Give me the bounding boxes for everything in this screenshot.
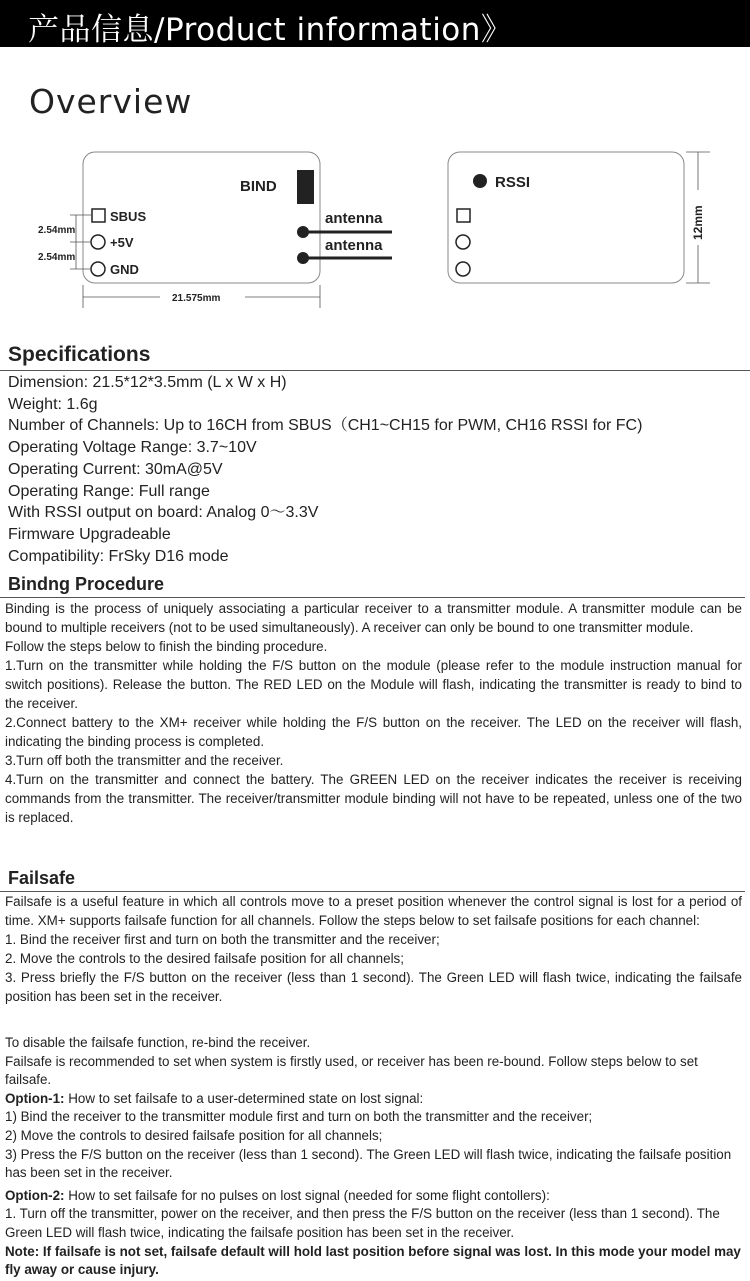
- specifications-rule: [0, 370, 750, 371]
- rssi-pad: [473, 174, 487, 188]
- spec-item: With RSSI output on board: Analog 0～3.3V: [8, 504, 319, 522]
- binding-step: 3.Turn off both the transmitter and the receiver.: [5, 753, 284, 768]
- option1-step: 3) Press the F/S button on the receiver (less than 1 second). The Green LED will flash twice, indicating the failsafe position has been set in the receiver.: [5, 1146, 732, 1181]
- spec-item: Operating Current: 30mA@5V: [8, 460, 223, 478]
- binding-rule: [0, 597, 745, 598]
- failsafe-disable-note: To disable the failsafe function, re-bind the receiver.: [5, 1035, 311, 1050]
- specifications-title: Specifications: [8, 343, 151, 366]
- binding-step: 2.Connect battery to the XM+ receiver while holding the F/S button on the receiver. The LED on the receiver will flash, indicating the binding process is completed.: [5, 715, 742, 749]
- failsafe-body: [5, 892, 742, 1006]
- pitch-label-2: 2.54mm: [38, 252, 76, 263]
- header-bar: [0, 0, 750, 47]
- pin-label-5v: +5V: [110, 235, 134, 250]
- failsafe-step: 3. Press briefly the F/S button on the receiver (less than 1 second). The Green LED will flash twice, indicating the failsafe position has been set in the receiver.: [5, 970, 742, 1004]
- option2-heading: [5, 1187, 742, 1206]
- option1-label: Option-1:: [5, 1090, 65, 1106]
- spec-item: Weight: 1.6g: [8, 395, 98, 413]
- antenna-label-1: antenna: [325, 210, 383, 227]
- gnd-pad: [91, 262, 105, 276]
- antenna-label-2: antenna: [325, 237, 383, 254]
- rssi-label: RSSI: [495, 174, 531, 191]
- failsafe-title: Failsafe: [8, 868, 76, 888]
- option1-step: 2) Move the controls to desired failsafe position for all channels;: [5, 1127, 383, 1143]
- vcc-pad: [91, 235, 105, 249]
- failsafe-options: [5, 1034, 742, 1280]
- binding-step: 1.Turn on the transmitter while holding the F/S button on the module (please refer to the module instruction manual for switch positions). Release the button. The RED LED on the Module will flash, indicating the transmitter is ready to bind to the receiver.: [5, 658, 742, 711]
- spec-item: Firmware Upgradeable: [8, 525, 171, 543]
- pin-label-gnd: GND: [110, 262, 139, 277]
- binding-paragraph: Binding is the process of uniquely associating a particular receiver to a transmitter module. A transmitter module can be bound to multiple receivers (not to be used simultaneously). A receiver can only be bound to one transmitter module.: [5, 601, 742, 635]
- option1-heading: [5, 1090, 742, 1109]
- failsafe-recommend: Failsafe is recommended to set when system is firstly used, or receiver has been re-bound. Follow steps below to set failsafe.: [5, 1053, 698, 1088]
- failsafe-paragraph: Failsafe is a useful feature in which all controls move to a preset position whenever the control signal is lost for a period of time. XM+ supports failsafe function for all channels. Follow the steps below to set failsafe positions for each channel:: [5, 894, 742, 928]
- back-pad-2: [456, 235, 470, 249]
- back-pad-square: [457, 209, 470, 222]
- spec-item: Operating Voltage Range: 3.7~10V: [8, 439, 257, 457]
- failsafe-warning-note: Note: If failsafe is not set, failsafe default will hold last position before signal was lost. In this mode your model may fly away or cause injury.: [5, 1243, 741, 1278]
- header-title: 产品信息/Product information》: [28, 12, 513, 48]
- receiver-diagram: [0, 140, 750, 315]
- pitch-label-1: 2.54mm: [38, 225, 76, 236]
- failsafe-step: 1. Bind the receiver first and turn on both the transmitter and the receiver;: [5, 932, 440, 947]
- pin-label-sbus: SBUS: [110, 209, 147, 224]
- spec-item: Compatibility: FrSky D16 mode: [8, 547, 229, 565]
- sbus-pad: [92, 209, 105, 222]
- overview-title: Overview: [29, 82, 193, 121]
- spec-item: Number of Channels: Up to 16CH from SBUS（CH1~CH15 for PWM, CH16 RSSI for FC): [8, 417, 643, 435]
- spec-item: Operating Range: Full range: [8, 482, 210, 500]
- failsafe-step: 2. Move the controls to the desired failsafe position for all channels;: [5, 951, 404, 966]
- board-back-outline: [448, 152, 684, 283]
- binding-body: [5, 599, 742, 827]
- height-label: 12mm: [691, 205, 705, 240]
- option1-text: How to set failsafe to a user-determined state on lost signal:: [64, 1090, 424, 1106]
- spec-item: Dimension: 21.5*12*3.5mm (L x W x H): [8, 374, 287, 391]
- option1-step: 1) Bind the receiver to the transmitter module first and turn on both the transmitter and the receiver;: [5, 1109, 593, 1125]
- binding-title: Bindng Procedure: [8, 574, 165, 594]
- binding-paragraph: Follow the steps below to finish the binding procedure.: [5, 639, 328, 654]
- bind-label: BIND: [240, 178, 277, 195]
- option2-label: Option-2:: [5, 1187, 65, 1203]
- bind-button: [297, 170, 314, 204]
- specifications-list: [8, 372, 642, 567]
- binding-step: 4.Turn on the transmitter and connect the battery. The GREEN LED on the receiver indicates the receiver is receiving commands from the transmitter. The receiver/transmitter module binding will not have to be repeated, unless one of the two is replaced.: [5, 772, 742, 825]
- width-label: 21.575mm: [172, 293, 221, 304]
- option2-text: How to set failsafe for no pulses on lost signal (needed for some flight contollers):: [64, 1187, 550, 1203]
- back-pad-3: [456, 262, 470, 276]
- option2-step: 1. Turn off the transmitter, power on the receiver, and then press the F/S button on the receiver (less than 1 second). The Green LED will flash twice, indicating the failsafe position has been set in the receiver.: [5, 1206, 720, 1240]
